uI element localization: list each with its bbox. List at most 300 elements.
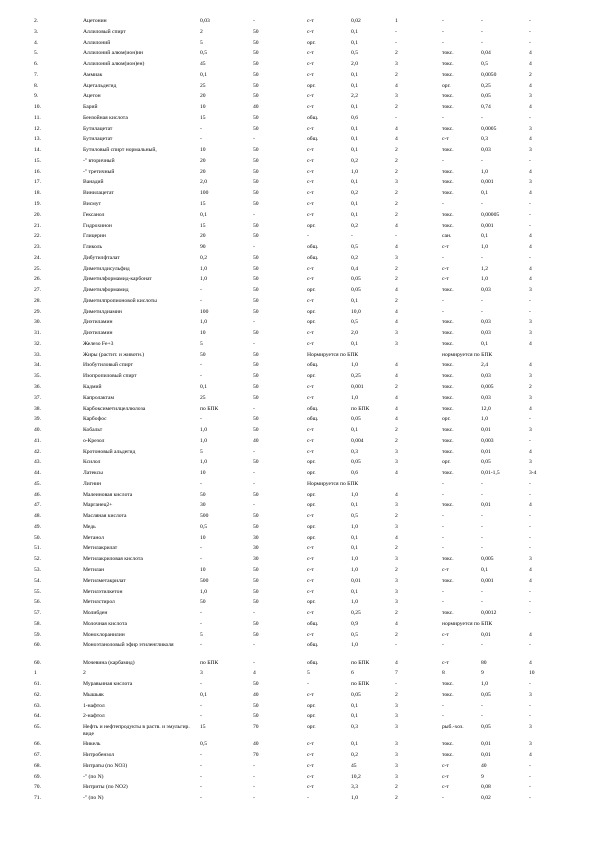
cell-c10: - xyxy=(529,513,531,520)
cell-name: Диметилпропионовой кислоты xyxy=(83,297,157,304)
cell-c5: общ. xyxy=(307,659,319,666)
cell-c6: 0,001 xyxy=(351,384,364,390)
cell-c7: 2 xyxy=(395,691,398,698)
cell-c5: с-т xyxy=(307,384,314,390)
cell-c6: 0,1 xyxy=(351,201,358,207)
cell-c7: 4 xyxy=(395,308,398,315)
cell-c10: 4 xyxy=(529,190,532,197)
cell-c10: 10 xyxy=(529,670,535,677)
cell-c8: - xyxy=(442,702,444,709)
cell-c3: 500 xyxy=(200,513,209,520)
cell-c5: с-т xyxy=(307,340,314,347)
cell-c9: 0,01 xyxy=(481,741,491,748)
cell-c6: 6 xyxy=(351,670,354,677)
cell-c9: - xyxy=(481,491,483,498)
cell-c3: - xyxy=(200,287,202,294)
cell-name: Метилэтилкетон xyxy=(83,588,123,595)
cell-c10: 4 xyxy=(529,50,532,57)
cell-c6: 0,1 xyxy=(351,297,358,304)
cell-c9: 0,1 xyxy=(481,340,488,347)
cell-num: 21. xyxy=(34,222,41,229)
cell-name: Изобутиловый спирт xyxy=(83,362,133,369)
cell-c3: 10 xyxy=(200,104,206,111)
cell-c7: 2 xyxy=(395,211,398,218)
cell-c5: с-т xyxy=(307,201,314,207)
cell-c4: 50 xyxy=(253,61,259,68)
cell-c8: токс. xyxy=(442,681,454,688)
cell-c9: 0,01 xyxy=(481,427,491,434)
cell-name: Капролактам xyxy=(83,394,115,401)
cell-c10: - xyxy=(529,254,531,261)
cell-c4: 50 xyxy=(253,362,259,369)
cell-c9: 0,001 xyxy=(481,179,494,186)
cell-num: 6. xyxy=(34,61,39,68)
cell-c9: - xyxy=(481,523,483,530)
cell-c5: с-т xyxy=(307,567,314,574)
cell-c3: 0,1 xyxy=(200,384,207,390)
cell-c3: 10 xyxy=(200,534,206,541)
cell-name: 2-нафтол xyxy=(83,713,105,720)
cell-c3: 20 xyxy=(200,93,206,100)
cell-c9: 0,1 xyxy=(481,233,488,240)
cell-num: 39. xyxy=(34,416,41,423)
cell-c8: - xyxy=(442,588,444,595)
cell-c4: 50 xyxy=(253,201,259,207)
cell-c5: Нормируется по БПК xyxy=(307,351,359,358)
cell-name: Мышьяк xyxy=(83,691,104,698)
cell-c8: нормируется по БПК xyxy=(442,620,493,627)
cell-c3: 15 xyxy=(200,201,206,207)
cell-c3: 10 xyxy=(200,567,206,574)
cell-name: Нитраты (по NO3) xyxy=(83,762,128,769)
cell-num: 36. xyxy=(34,384,41,390)
cell-c3: 500 xyxy=(200,577,209,584)
cell-c10: 4 xyxy=(529,362,532,369)
cell-num: 17. xyxy=(34,179,41,186)
cell-c5: с-т xyxy=(307,330,314,337)
cell-c6: 1,0 xyxy=(351,523,358,530)
cell-c10: - xyxy=(529,201,531,207)
cell-c9: 0,03 xyxy=(481,287,491,294)
cell-c3: - xyxy=(200,752,202,759)
cell-c8: токс. xyxy=(442,61,454,68)
cell-name: Дибутилфталат xyxy=(83,254,120,261)
cell-name: Марганец2+ xyxy=(83,502,113,509)
cell-c5: с-т xyxy=(307,211,314,218)
cell-c6: - xyxy=(351,233,353,240)
cell-name: Карбоксиметилцеллюлоза xyxy=(83,405,146,412)
cell-c3: 0,1 xyxy=(200,691,207,698)
cell-c3: 1,0 xyxy=(200,265,207,272)
cell-c10: - xyxy=(529,523,531,530)
cell-c3: 25 xyxy=(200,82,206,89)
cell-c4: 50 xyxy=(253,416,259,423)
cell-c5: орг. xyxy=(307,724,316,731)
cell-c7: 3 xyxy=(395,340,398,347)
cell-name: Гликоль xyxy=(83,244,103,251)
cell-c3: - xyxy=(200,773,202,780)
cell-c5: с-т xyxy=(307,179,314,186)
cell-c10: 4 xyxy=(529,104,532,111)
cell-c5: общ. xyxy=(307,642,319,649)
cell-c7: 4 xyxy=(395,319,398,326)
cell-c10: 4 xyxy=(529,168,532,175)
cell-c5: Нормируется по БПК xyxy=(307,480,359,487)
cell-c10: - xyxy=(529,416,531,423)
cell-c10: - xyxy=(529,545,531,552)
cell-c4: 50 xyxy=(253,190,259,197)
cell-c8: - xyxy=(442,713,444,720)
cell-c5: с-т xyxy=(307,276,314,283)
cell-c6: 0,9 xyxy=(351,620,358,627)
cell-c8: токс. xyxy=(442,752,454,759)
cell-c7: 4 xyxy=(395,244,398,251)
cell-c6: 0,1 xyxy=(351,545,358,552)
cell-c4: 50 xyxy=(253,50,259,57)
cell-c9: 0,03 xyxy=(481,147,491,154)
cell-c5: с-т xyxy=(307,588,314,595)
cell-c9: 0,03 xyxy=(481,373,491,380)
cell-c6: 2,0 xyxy=(351,330,358,337)
cell-c7: 2 xyxy=(395,437,398,444)
cell-c9: 0,00005 xyxy=(481,211,500,218)
cell-name: Бутилацетат xyxy=(83,125,113,132)
cell-c4: 50 xyxy=(253,233,259,240)
cell-c7: 4 xyxy=(395,136,398,143)
cell-c10: - xyxy=(529,588,531,595)
cell-c5: с-т xyxy=(307,631,314,638)
cell-c10: 3 xyxy=(529,373,532,380)
cell-c5: - xyxy=(307,233,309,240)
cell-c6: 0,05 xyxy=(351,691,361,698)
cell-c3: 90 xyxy=(200,244,206,251)
cell-name: -" третичный xyxy=(83,168,115,175)
cell-c3: 1,0 xyxy=(200,427,207,434)
cell-c7: 3 xyxy=(395,502,398,509)
cell-c3: 10 xyxy=(200,330,206,337)
cell-num: 25. xyxy=(34,265,41,272)
cell-num: 65. xyxy=(34,724,41,731)
cell-c7: 4 xyxy=(395,222,398,229)
cell-name: Никель xyxy=(83,741,101,748)
cell-c10: 4 xyxy=(529,82,532,89)
cell-c5: с-т xyxy=(307,125,314,132)
cell-num: 64. xyxy=(34,713,41,720)
cell-name: о-Крезол xyxy=(83,437,105,444)
cell-c5: орг. xyxy=(307,287,316,294)
cell-c8: токс. xyxy=(442,741,454,748)
cell-c7: - xyxy=(395,28,397,35)
cell-c9: 9 xyxy=(481,773,484,780)
cell-c9: - xyxy=(481,18,483,24)
cell-c7: 4 xyxy=(395,394,398,401)
cell-c7: 2 xyxy=(395,71,398,78)
cell-c9: 1,0 xyxy=(481,416,488,423)
cell-c7: 2 xyxy=(395,513,398,520)
cell-name: Аллилоний алюм(ион)ен) xyxy=(83,61,145,68)
cell-c3: 0,1 xyxy=(200,71,207,78)
cell-c8: рыб.-хоз. xyxy=(442,724,464,731)
cell-c3: - xyxy=(200,373,202,380)
cell-c6: 0,1 xyxy=(351,125,358,132)
cell-c8: токс. xyxy=(442,71,454,78)
cell-c4: - xyxy=(253,18,255,24)
cell-c3: - xyxy=(200,610,202,617)
cell-c3: - xyxy=(200,713,202,720)
cell-c7: 2 xyxy=(395,190,398,197)
cell-c4: 50 xyxy=(253,384,259,390)
cell-c5: с-т xyxy=(307,18,314,24)
cell-c6: 0,1 xyxy=(351,427,358,434)
cell-c3: по БПК xyxy=(200,659,219,666)
cell-c5: с-т xyxy=(307,190,314,197)
cell-c10: - xyxy=(529,534,531,541)
cell-c8: - xyxy=(442,18,444,24)
cell-c7: 2 xyxy=(395,631,398,638)
cell-name: Жиры (растит. и животн.) xyxy=(83,351,145,358)
cell-c8: токс. xyxy=(442,448,454,455)
cell-c9: 0,5 xyxy=(481,61,488,68)
cell-name: Молибден xyxy=(83,610,108,617)
cell-c10: 4 xyxy=(529,276,532,283)
cell-c10: 3 xyxy=(529,93,532,100)
cell-c8: токс. xyxy=(442,287,454,294)
cell-c4: - xyxy=(253,773,255,780)
cell-c9: 0,25 xyxy=(481,82,491,89)
cell-c6: 0,1 xyxy=(351,82,358,89)
cell-c4: 50 xyxy=(253,222,259,229)
cell-num: 53. xyxy=(34,567,41,574)
cell-c6: 0,25 xyxy=(351,610,361,617)
cell-num: 9. xyxy=(34,93,39,100)
cell-c9: 1,2 xyxy=(481,265,488,272)
cell-c4: - xyxy=(253,470,255,477)
cell-name: Диэтиламин xyxy=(83,319,113,326)
cell-c10: - xyxy=(529,308,531,315)
cell-c8: с-т xyxy=(442,631,449,638)
cell-c3: 3 xyxy=(200,670,203,677)
cell-name: Кобальт xyxy=(83,427,103,434)
cell-name: Винилацетат xyxy=(83,190,114,197)
cell-c4: 50 xyxy=(253,125,259,132)
cell-c4: 30 xyxy=(253,545,259,552)
cell-name: Кадмий xyxy=(83,384,102,390)
cell-name: Бутиловый спирт нормальный, xyxy=(83,147,157,154)
cell-c6: 0,1 xyxy=(351,147,358,154)
cell-num: 27. xyxy=(34,287,41,294)
cell-c10: 4 xyxy=(529,631,532,638)
cell-c4: 50 xyxy=(253,459,259,466)
cell-name: Метилстирол xyxy=(83,599,115,606)
cell-c8: - xyxy=(442,201,444,207)
cell-c9: 1,0 xyxy=(481,276,488,283)
cell-c7: 2 xyxy=(395,384,398,390)
cell-c4: 40 xyxy=(253,104,259,111)
cell-c4: 50 xyxy=(253,308,259,315)
cell-c5: орг. xyxy=(307,534,316,541)
cell-c6: по БПК xyxy=(351,405,370,412)
cell-c6: 0,25 xyxy=(351,373,361,380)
cell-name: -" (по N) xyxy=(83,773,104,780)
cell-num: 43. xyxy=(34,459,41,466)
cell-num: 69. xyxy=(34,773,41,780)
cell-c3: 25 xyxy=(200,394,206,401)
cell-c7: 3 xyxy=(395,179,398,186)
cell-c8: - xyxy=(442,523,444,530)
cell-c7: 4 xyxy=(395,362,398,369)
cell-c4: - xyxy=(253,136,255,143)
cell-c6: 0,02 xyxy=(351,18,361,24)
cell-c8: - xyxy=(442,599,444,606)
cell-c3: 0,5 xyxy=(200,523,207,530)
cell-c10: 3 xyxy=(529,287,532,294)
cell-c5: орг. xyxy=(307,459,316,466)
cell-c6: 0,1 xyxy=(351,340,358,347)
cell-c5: с-т xyxy=(307,752,314,759)
cell-c4: 50 xyxy=(253,179,259,186)
cell-c3: 20 xyxy=(200,233,206,240)
cell-name: Гидрохинон xyxy=(83,222,112,229)
cell-c5: с-т xyxy=(307,773,314,780)
cell-name: Метилакриловая кислота xyxy=(83,556,143,563)
cell-num: 59. xyxy=(34,631,41,638)
cell-c10: 4 xyxy=(529,752,532,759)
cell-c9: 9 xyxy=(481,670,484,677)
cell-c5: орг. xyxy=(307,502,316,509)
cell-c7: 4 xyxy=(395,491,398,498)
cell-c3: 5 xyxy=(200,448,203,455)
cell-c3: 1,0 xyxy=(200,319,207,326)
cell-c7: 3 xyxy=(395,577,398,584)
cell-c3: 0,5 xyxy=(200,741,207,748)
cell-c7: 2 xyxy=(395,50,398,57)
cell-c10: 4 xyxy=(529,61,532,68)
cell-c8: с-т xyxy=(442,276,449,283)
cell-c9: 0,001 xyxy=(481,222,494,229)
cell-num: 58. xyxy=(34,620,41,627)
cell-c4: 50 xyxy=(253,394,259,401)
cell-num: 68. xyxy=(34,762,41,769)
cell-c7: 7 xyxy=(395,670,398,677)
cell-c6: 10,2 xyxy=(351,773,361,780)
cell-c5: общ. xyxy=(307,136,319,143)
cell-name: Карбофос xyxy=(83,416,107,423)
cell-c4: 50 xyxy=(253,373,259,380)
cell-num: 40. xyxy=(34,427,41,434)
cell-c6: 0,1 xyxy=(351,39,358,46)
cell-c5: орг. xyxy=(307,319,316,326)
cell-c9: 0,01 xyxy=(481,631,491,638)
cell-c3: 1,0 xyxy=(200,437,207,444)
cell-c10: - xyxy=(529,480,531,487)
cell-c7: 4 xyxy=(395,373,398,380)
cell-num: 20. xyxy=(34,211,41,218)
cell-c10: 3 xyxy=(529,394,532,401)
cell-c3: - xyxy=(200,784,202,791)
cell-c7: 4 xyxy=(395,125,398,132)
cell-name: -" (по N) xyxy=(83,795,104,802)
cell-c10: - xyxy=(529,437,531,444)
cell-c9: 0,01 xyxy=(481,752,491,759)
cell-c7: 4 xyxy=(395,659,398,666)
cell-c5: орг. xyxy=(307,713,316,720)
cell-num: 48. xyxy=(34,513,41,520)
cell-num: 22. xyxy=(34,233,41,240)
cell-name: Метилакрилат xyxy=(83,545,118,552)
cell-num: 34. xyxy=(34,362,41,369)
cell-c8: токс. xyxy=(442,93,454,100)
cell-c9: 1,0 xyxy=(481,681,488,688)
cell-num: 47. xyxy=(34,502,41,509)
cell-name: Латексы xyxy=(83,470,103,477)
cell-c6: 1,0 xyxy=(351,642,358,649)
cell-num: 23. xyxy=(34,244,41,251)
cell-num: 26. xyxy=(34,276,41,283)
cell-c4: 50 xyxy=(253,93,259,100)
cell-c5: с-т xyxy=(307,71,314,78)
cell-num: 50. xyxy=(34,534,41,541)
cell-c4: - xyxy=(253,319,255,326)
cell-c5: с-т xyxy=(307,691,314,698)
cell-c9: 0,0005 xyxy=(481,125,497,132)
cell-c4: 50 xyxy=(253,599,259,606)
cell-num: 2. xyxy=(34,18,39,24)
cell-c6: 0,05 xyxy=(351,276,361,283)
cell-c3: 45 xyxy=(200,61,206,68)
cell-c3: 1,0 xyxy=(200,459,207,466)
cell-c9: 0,001 xyxy=(481,577,494,584)
cell-c7: 2 xyxy=(395,297,398,304)
cell-c9: - xyxy=(481,588,483,595)
cell-c6: 0,1 xyxy=(351,136,358,143)
cell-c8: токс. xyxy=(442,691,454,698)
cell-num: 54. xyxy=(34,577,41,584)
cell-name: Гексанол xyxy=(83,211,105,218)
cell-num: 51. xyxy=(34,545,41,552)
cell-c10: 3 xyxy=(529,724,532,731)
cell-c3: - xyxy=(200,362,202,369)
cell-name: Метилан xyxy=(83,567,105,574)
cell-c5: с-т xyxy=(307,50,314,57)
cell-c6: 0,3 xyxy=(351,448,358,455)
cell-c10: 4 xyxy=(529,244,532,251)
cell-c4: - xyxy=(253,610,255,617)
cell-c10: 4 xyxy=(529,136,532,143)
cell-c10: 3 xyxy=(529,459,532,466)
cell-c3: - xyxy=(200,681,202,688)
cell-c4: 40 xyxy=(253,741,259,748)
cell-c3: - xyxy=(200,702,202,709)
cell-c7: 3 xyxy=(395,459,398,466)
cell-num: 49. xyxy=(34,523,41,530)
cell-c10: 3 xyxy=(529,330,532,337)
cell-c5: общ. xyxy=(307,254,319,261)
cell-c8: сан. xyxy=(442,233,452,240)
cell-c3: 1,0 xyxy=(200,588,207,595)
cell-name: Молочная кислота xyxy=(83,620,127,627)
cell-c5: с-т xyxy=(307,577,314,584)
cell-c6: 0,1 xyxy=(351,179,358,186)
cell-num: 10. xyxy=(34,104,41,111)
cell-c4: 50 xyxy=(253,297,259,304)
cell-name: 1-нафтол xyxy=(83,702,105,709)
cell-c9: 0,74 xyxy=(481,104,491,111)
cell-c3: 0,5 xyxy=(200,50,207,57)
cell-c7: 4 xyxy=(395,534,398,541)
cell-name: Аллилоний алюм(ион)ин xyxy=(83,50,144,57)
cell-c7: 3 xyxy=(395,773,398,780)
cell-c9: 0,05 xyxy=(481,691,491,698)
